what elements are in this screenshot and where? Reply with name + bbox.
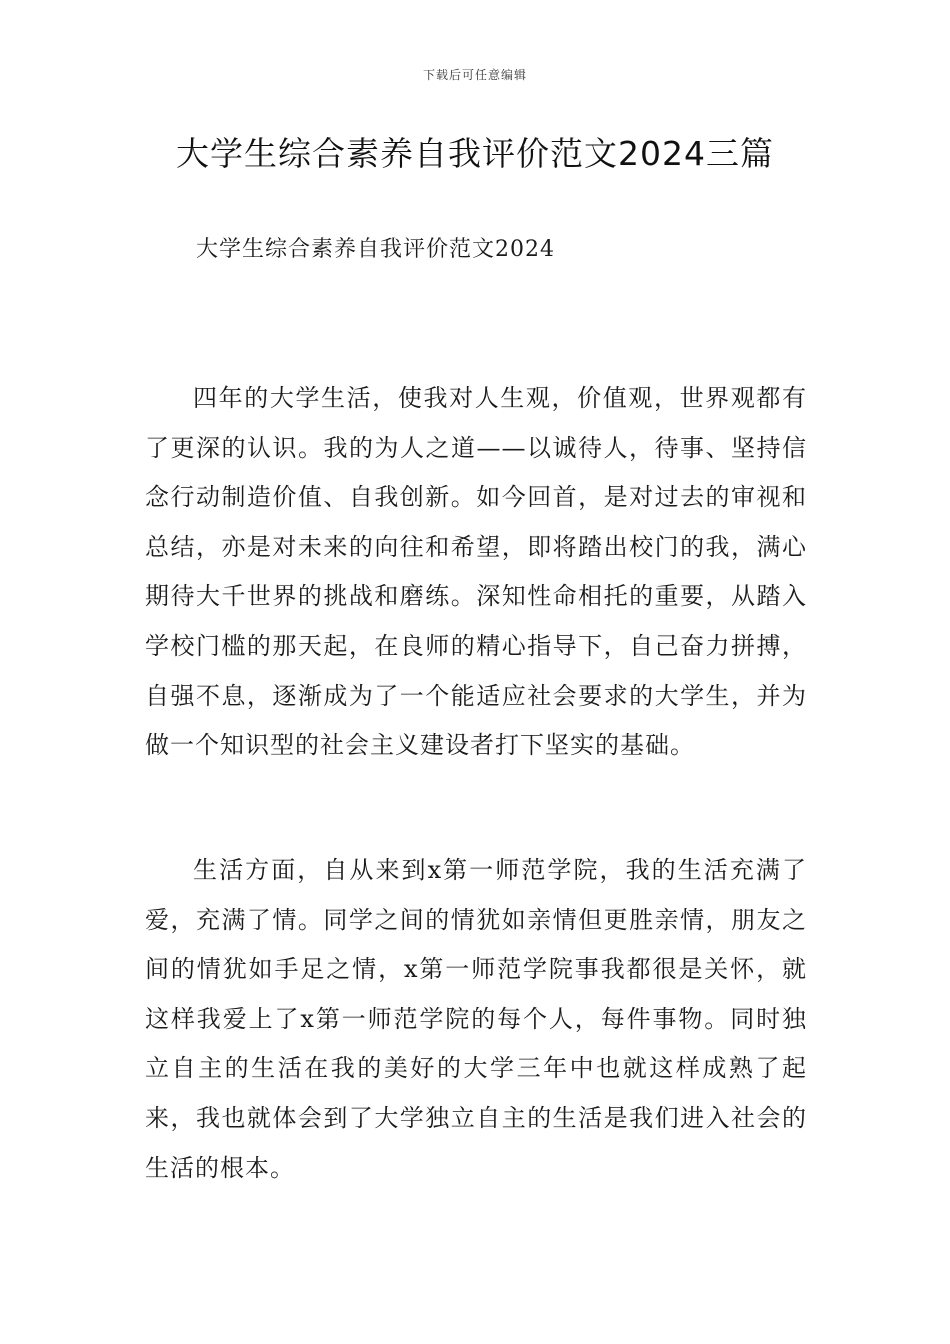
page-title: 大学生综合素养自我评价范文2024三篇 [176, 134, 774, 173]
body-paragraph-1: 四年的大学生活，使我对人生观，价值观，世界观都有了更深的认识。我的为人之道——以诚待人，待事、坚持信念行动制造价值、自我创新。如今回首，是对过去的审视和总结，亦是对未来的向往和希望，即将踏出校门的我，满心期待大千世界的挑战和磨练。深知性命相托的重要，从踏入学校门槛的那天起，在良师的精心指导下，自己奋力拼搏，自强不息，逐渐成为了一个能适应社会要求的大学生，并为做一个知识型的社会主义建设者打下坚实的基础。 [145, 384, 807, 760]
body-paragraph-2: 生活方面，自从来到x第一师范学院，我的生活充满了爱，充满了情。同学之间的情犹如亲情但更胜亲情，朋友之间的情犹如手足之情，x第一师范学院事我都很是关怀，就这样我爱上了x第一师范学院的每个人，每件事物。同时独立自主的生活在我的美好的大学三年中也就这样成熟了起来，我也就体会到了大学独立自主的生活是我们进入社会的生活的根本。 [145, 856, 807, 1182]
header-note: 下载后可任意编辑 [422, 68, 527, 82]
section-subtitle: 大学生综合素养自我评价范文2024 [196, 237, 555, 262]
